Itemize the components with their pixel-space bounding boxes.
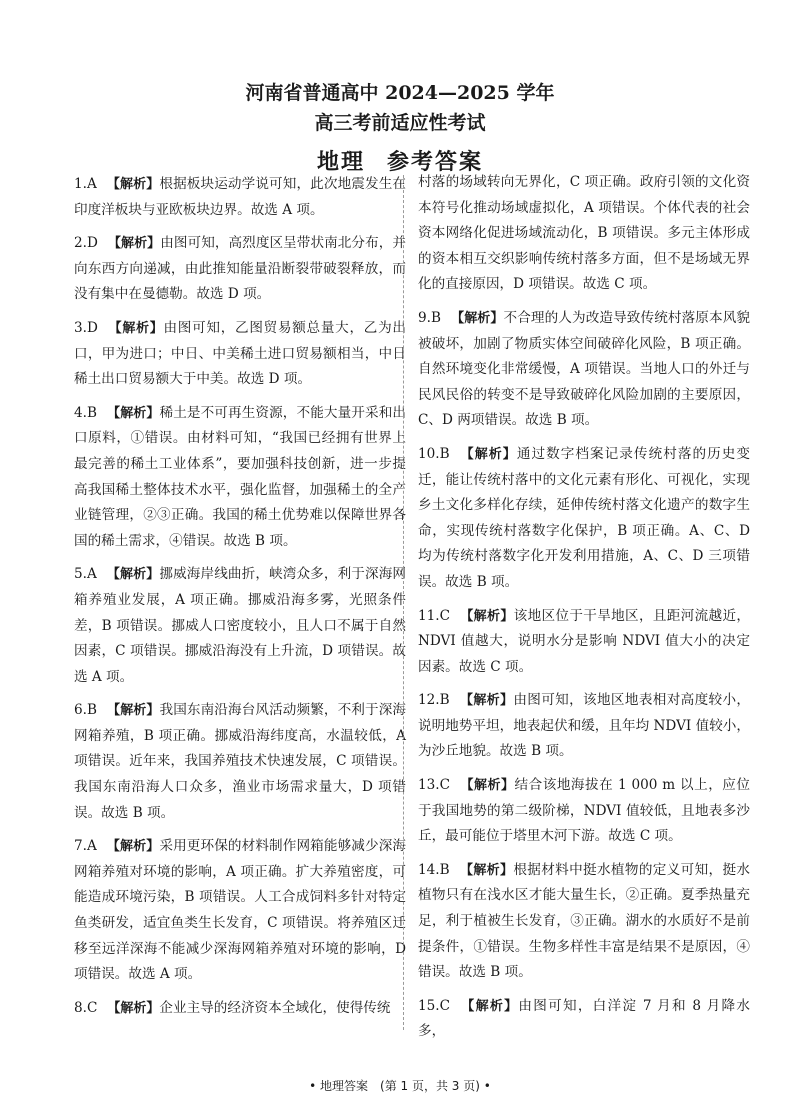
analysis-tag: 【解析】	[106, 567, 160, 583]
question-item	[74, 698, 406, 826]
analysis-tag: 【解析】	[106, 177, 160, 192]
analysis-tag: 【解析】	[460, 998, 519, 1014]
left-column	[74, 172, 406, 1029]
analysis-text: 企业主导的经济资本全域化，使得传统	[159, 999, 391, 1016]
analysis-tag: 【解析】	[106, 703, 160, 719]
header	[0, 78, 800, 180]
answer-letter: B	[86, 702, 97, 719]
analysis-text: 不合理的人为改造导致传统村落原本风貌被破坏，加剧了物质实体空间破碎化风险，B 项正确。自然环境变化非常缓慢，A 项错误。当地人口的外迁与民风民俗的转变不是导致破碎化风险加剧的主要原因，C、D 两项错误。故选 B 项。	[418, 309, 750, 429]
analysis-tag: 【解析】	[107, 320, 164, 336]
analysis-text: 通过数字档案记录传统村落的历史变迁，能让传统村落中的文化元素有形化、可视化，实现乡土文化多样化存续，延伸传统村落文化遗产的数字生命，实现传统村落数字化保护，B 项正确。A、C、D 均为传统村落数字化开发利用措施，A、C、D 三项错误。故选 B 项。	[418, 445, 750, 590]
answer-letter: C	[439, 777, 451, 794]
analysis-tag: 【解析】	[106, 405, 160, 421]
question-number: 4.	[74, 404, 87, 421]
question-item	[74, 834, 406, 988]
answer-letter: D	[86, 235, 98, 252]
question-item	[418, 773, 750, 850]
page-footer: • 地理答案 (第 1 页，共 3 页) •	[309, 1079, 491, 1093]
question-item	[74, 401, 406, 555]
question-number: 11.	[418, 607, 440, 624]
analysis-text: 结合该地海拔在 1 000 m 以上，应位于我国地势的第二级阶梯，NDVI 值较低，且地表多沙丘，最可能位于塔里木河下游。故选 C 项。	[418, 777, 750, 845]
analysis-tag: 【解析】	[459, 693, 514, 709]
question-number: 14.	[418, 861, 440, 878]
answer-letter: B	[439, 861, 450, 878]
question-item	[74, 316, 406, 393]
subject-label: 地理	[316, 149, 365, 175]
column-divider	[403, 175, 404, 1030]
analysis-text: 挪威海岸线曲折，峡湾众多，利于深海网箱养殖业发展，A 项正确。挪威沿海多雾，光照条件差，B 项错误。挪威人口密度较小，且人口不属于自然因素，C 项错误。挪威沿海没有上升流，D 项错误。故选 A 项。	[74, 566, 406, 685]
exam-title-line2: 高三考前适应性考试	[314, 112, 486, 134]
answer-letter: C	[86, 999, 98, 1016]
answer-letter: B	[439, 692, 450, 709]
analysis-text: 由图可知，乙图贸易额总量大，乙为出口，甲为进口；中日、中美稀土进口贸易额相当，中日稀土出口贸易额大于中美。故选 D 项。	[74, 319, 406, 388]
question-item	[74, 172, 406, 223]
answer-letter: A	[86, 838, 97, 855]
analysis-text: 我国东南沿海台风活动频繁，不利于深海网箱养殖，B 项正确。挪威沿海纬度高，水温较低，A 项错误。近年来，我国养殖技术快速发展，C 项错误。我国东南沿海人口众多，渔业市场需求量大，D 项错误。故选 B 项。	[74, 702, 406, 821]
right-question-list	[418, 306, 750, 1045]
analysis-text: 根据板块运动学说可知，此次地震发生在印度洋板块与亚欧板块边界。故选 A 项。	[74, 176, 406, 218]
question-item	[74, 996, 406, 1022]
answer-letter: A	[86, 176, 97, 192]
analysis-tag: 【解析】	[450, 310, 504, 326]
analysis-text: 稀土是不可再生资源，不能大量开采和出口原料，①错误。由材料可知，“我国已经拥有世界上最完善的稀土工业体系”，要加强科技创新，进一步提高我国稀土整体技术水平，强化监督，加强稀土的全产业链管理，②③正确。我国的稀土优势难以保障世界各国的稀土需求，④错误。故选 B 项。	[74, 404, 406, 549]
question-number: 9.	[418, 309, 431, 326]
question-number: 12.	[418, 692, 440, 709]
question-number: 10.	[418, 445, 440, 462]
analysis-tag: 【解析】	[459, 862, 514, 878]
answer-letter: C	[439, 997, 451, 1014]
question-item	[418, 688, 750, 765]
question-number: 3.	[74, 319, 87, 336]
answer-letter: B	[86, 404, 97, 421]
analysis-text: 由图可知，高烈度区呈带状南北分布，并向东西方向递减，由此推知能量沿断裂带破裂释放，而没有集中在曼德勒。故选 D 项。	[74, 235, 406, 303]
answer-letter: B	[439, 445, 450, 462]
analysis-text: 由图可知，白洋淀 7 月和 8 月降水多，	[418, 997, 750, 1040]
question-item	[418, 442, 750, 596]
question-number: 8.	[74, 999, 87, 1016]
question-number: 13.	[418, 777, 440, 794]
question-item	[418, 994, 750, 1045]
analysis-tag: 【解析】	[460, 608, 514, 624]
question-number: 2.	[74, 235, 87, 252]
question-item	[74, 562, 406, 690]
analysis-tag: 【解析】	[106, 839, 160, 855]
question-number: 1.	[74, 176, 87, 192]
question-number: 15.	[418, 997, 440, 1014]
answer-letter: A	[86, 566, 97, 583]
analysis-text: 由图可知，该地区地表相对高度较小，说明地势平坦，地表起伏和缓，且年均 NDVI 值较小，为沙丘地貌。故选 B 项。	[418, 692, 750, 760]
continuation-text: 村落的场域转向无界化，C 项正确。政府引领的文化资本符号化推动场域虚拟化，A 项错误。个体代表的社会资本网络化促进场域流动化，B 项错误。多元主体形成的资本相互交织影响传统村落多方面，但不是场域无界化的直接原因，D 项错误。故选 C 项。	[418, 174, 750, 293]
analysis-text: 该地区位于干旱地区，且距河流越近，NDVI 值越大，说明水分是影响 NDVI 值大小的决定因素。故选 C 项。	[418, 607, 750, 675]
right-column	[418, 170, 750, 1053]
analysis-tag: 【解析】	[107, 236, 161, 252]
analysis-tag: 【解析】	[460, 778, 515, 794]
answer-key-label: 参考答案	[387, 149, 484, 175]
analysis-text: 采用更环保的材料制作网箱能够减少深海网箱养殖对环境的影响，A 项正确。扩大养殖密度，可能造成环境污染，B 项错误。人工合成饲料多针对特定鱼类研发，适宜鱼类生长发育，C 项错误。将养殖区迁移至远洋深海不能减少深海网箱养殖对环境的影响，D 项错误。故选 A 项。	[74, 838, 406, 983]
question-item	[418, 604, 750, 681]
analysis-text: 根据材料中挺水植物的定义可知，挺水植物只有在浅水区才能大量生长，②正确。夏季热量充足，利于植被生长发育，③正确。湖水的水质好不是前提条件，①错误。生物多样性丰富是结果不是原因，④错误。故选 B 项。	[418, 861, 750, 981]
analysis-tag: 【解析】	[107, 1000, 160, 1016]
question-item	[418, 858, 750, 986]
question-number: 6.	[74, 702, 87, 719]
analysis-tag: 【解析】	[459, 446, 517, 462]
question-number: 7.	[74, 838, 87, 855]
question-item	[418, 306, 750, 434]
answer-letter: D	[86, 319, 98, 336]
question-item	[74, 231, 406, 308]
answer-letter: B	[430, 309, 441, 326]
question-number: 5.	[74, 566, 87, 583]
exam-title-line1: 河南省普通高中 2024—2025 学年	[245, 82, 555, 104]
answer-letter: C	[439, 607, 451, 624]
